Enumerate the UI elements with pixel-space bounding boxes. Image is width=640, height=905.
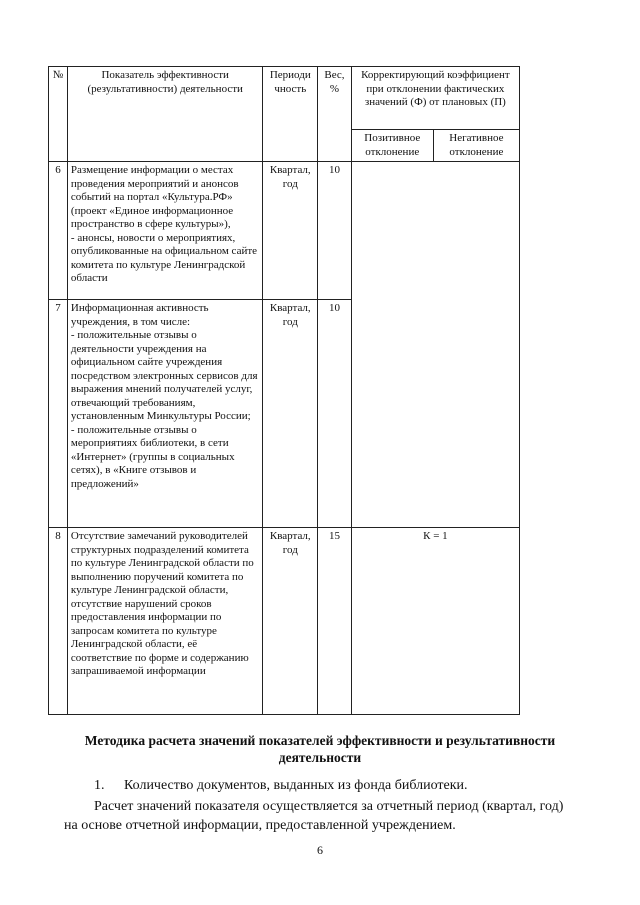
methodology-title: Методика расчета значений показателей эффективности и результативности деятельности <box>84 733 556 765</box>
table-row <box>49 162 520 300</box>
row-coefficient: К = 1 <box>351 528 519 715</box>
row-periodicity: Квартал, год <box>263 300 318 528</box>
indicator-text: Информационная активность учреждения, в том числе: <box>70 302 209 328</box>
indicator-subitem: - положительные отзывы о деятельности учреждения на официальном сайте учреждения посредством электронных сервисов для выражения мнений получателей услуг, отвечающий требованиям, установленным Минкультуры России; <box>70 329 258 422</box>
kpi-table <box>48 66 520 715</box>
row-periodicity: Квартал, год <box>263 528 318 715</box>
table-row <box>49 528 520 715</box>
header-coefficient: Корректирующий коэффициент при отклонении фактических значений (Ф) от плановых (П) <box>351 67 519 130</box>
row-number: 6 <box>49 162 68 300</box>
methodology-item <box>64 776 576 795</box>
methodology-paragraph: Расчет значений показателя осуществляется за отчетный период (квартал, год) на основе отчетной информации, предоставленной учреждением. <box>64 799 564 833</box>
methodology-section <box>64 732 576 835</box>
header-positive: Позитивное отклонение <box>351 130 433 162</box>
row-weight: 10 <box>318 300 352 528</box>
indicator-subitem: - положительные отзывы о мероприятиях библиотеки, в сети «Интернет» (группы в социальных сетях), в «Книге отзывов и предложений» <box>70 423 235 490</box>
indicator-text: Отсутствие замечаний руководителей структурных подразделений комитета по культуре Ленинградской области по выполнению поручений комитета по культуре Ленинградской области, отсутствие нарушений сроков предоставления информации по запросам комитета по культуре Ленинградской области, её соответствие по форме и содержанию запрашиваемой информации <box>70 530 254 677</box>
row-indicator <box>67 300 263 528</box>
header-indicator: Показатель эффективности (результативности) деятельности <box>67 67 263 162</box>
row-weight: 15 <box>318 528 352 715</box>
row-number: 7 <box>49 300 68 528</box>
indicator-text: Размещение информации о местах проведения мероприятий и анонсов событий на портал «Культура.РФ» (проект «Единое информационное пространство в сфере культуры»), <box>70 164 239 230</box>
header-periodicity: Периоди чность <box>263 67 318 162</box>
row-periodicity: Квартал, год <box>263 162 318 300</box>
table-header-row <box>49 67 520 130</box>
row-weight: 10 <box>318 162 352 300</box>
item-number: 1. <box>94 778 105 793</box>
header-weight: Вес, % <box>318 67 352 162</box>
row-indicator <box>67 162 263 300</box>
row-coefficient-empty <box>351 162 519 528</box>
row-indicator <box>67 528 263 715</box>
item-text: Количество документов, выданных из фонда библиотеки. <box>124 778 468 793</box>
page-number: 6 <box>317 843 323 857</box>
header-negative: Негативное отклонение <box>433 130 519 162</box>
header-num: № <box>49 67 68 162</box>
indicator-subitem: - анонсы, новости о мероприятиях, опубликованные на официальном сайте комитета по культуре Ленинградской области <box>70 231 258 284</box>
row-number: 8 <box>49 528 68 715</box>
